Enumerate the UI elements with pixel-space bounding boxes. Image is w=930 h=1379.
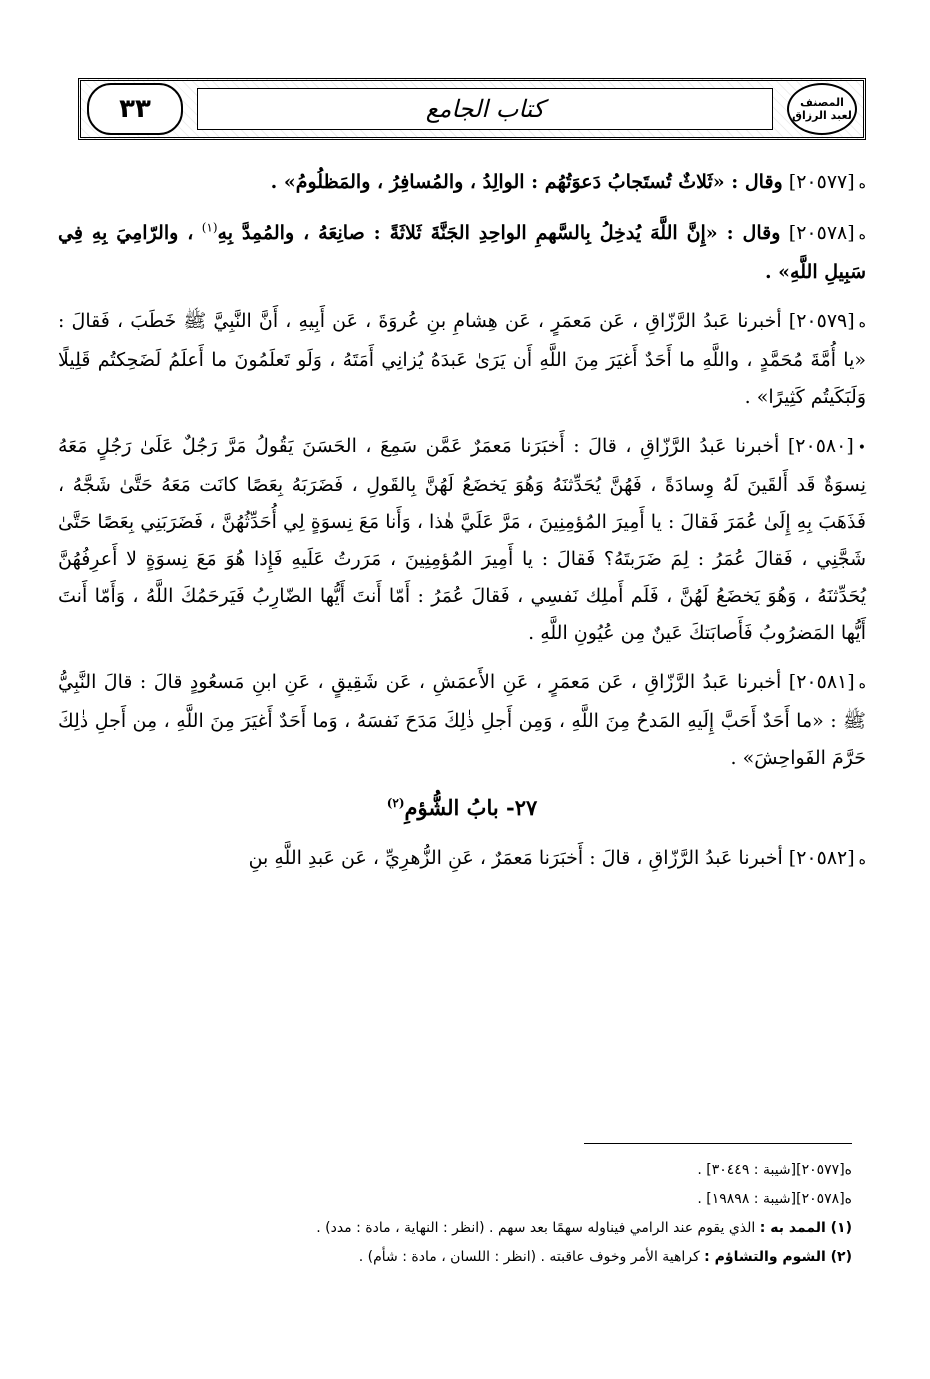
header-title-text: كتاب الجامع xyxy=(425,95,545,123)
entry-marker: ه xyxy=(858,227,866,243)
footnotes xyxy=(72,1156,852,1272)
hadith-entry xyxy=(58,303,866,416)
hadith-number: [٢٠٥٨٠] xyxy=(787,435,854,457)
chapter-heading xyxy=(58,789,866,826)
entry-marker: ه xyxy=(858,852,866,868)
hadith-entry xyxy=(58,840,866,879)
entry-marker: • xyxy=(857,440,867,456)
footnote-key: (١) الممد به : xyxy=(759,1220,852,1236)
hadith-number: [٢٠٥٧٩] xyxy=(788,310,855,332)
hadith-entry xyxy=(58,164,866,203)
footnote xyxy=(72,1243,852,1272)
page-number xyxy=(87,83,183,135)
entry-marker: ه xyxy=(858,676,866,692)
hadith-number: [٢٠٥٨١] xyxy=(788,671,855,693)
book-logo xyxy=(787,83,857,135)
footnote-divider xyxy=(584,1143,852,1144)
source-reference: ه[٢٠٥٧٧][شيبة : ٣٠٤٤٩] . xyxy=(697,1162,852,1178)
footnote-ref[interactable]: (٢) xyxy=(386,796,405,810)
hadith-entry xyxy=(58,215,866,291)
main-text xyxy=(58,164,866,891)
source-reference: ه[٢٠٥٧٨][شيبة : ١٩٨٩٨] . xyxy=(697,1191,852,1207)
page-header xyxy=(78,78,866,140)
footnote-text: كراهية الأمر وخوف عاقبته . (انظر : اللسان ، مادة : شأم) . xyxy=(358,1249,700,1265)
footnote-text: الذي يقوم عند الرامي فيناوله سهمًا بعد سهم . (انظر : النهاية ، مادة : مدد) . xyxy=(316,1220,756,1236)
footnote-ref[interactable]: (١) xyxy=(201,220,218,235)
hadith-text: أخبرنا عَبدُ الرَّزّاقِ ، عَن مَعمَرٍ ، عَن هِشامِ بنِ عُروَةَ ، عَن أَبِيهِ ، أَنَّ النَّبِيَّ ﷺ خَطَبَ ، فَقالَ : «يا أُمَّةَ مُحَمَّدٍ ، واللَّهِ ما أَحَدٌ أَغيَرَ مِنَ اللَّهِ أَن يَرَىٰ عَبدَهُ يُزانِي أَمَتَهُ ، وَلَو تَعلَمُونَ ما أَعلَمُ لَضَحِكتُم قَلِيلًا وَلَبَكَيتُم كَثِيرًا» . xyxy=(58,310,866,408)
page-number-text: ٣٣ xyxy=(119,94,151,124)
hadith-number: [٢٠٥٧٧] xyxy=(788,171,855,193)
hadith-number: [٢٠٥٨٢] xyxy=(788,847,855,869)
book-logo-text: المصنف لعبد الرزاق xyxy=(792,96,852,122)
footnote xyxy=(72,1214,852,1243)
hadith-text: وقال : «ثَلاثٌ تُستَجابُ دَعوَتُهُم : الوالِدُ ، والمُسافِرُ ، والمَظلُومُ» . xyxy=(270,171,783,193)
chapter-title: ٢٧- بابُ الشُّؤمِ xyxy=(404,795,538,820)
hadith-entry xyxy=(58,428,866,652)
hadith-text: وقال : «إِنَّ اللَّهَ يُدخِلُ بِالسَّهمِ الواحِدِ الجَنَّةَ ثَلاثَةً : صانِعَهُ ، والمُمِدَّ بِهِ xyxy=(217,222,781,244)
hadith-number: [٢٠٥٧٨] xyxy=(788,222,855,244)
hadith-text: أخبرنا عَبدُ الرَّزّاقِ ، قالَ : أَخبَرَنا مَعمَرٌ عَمَّن سَمِعَ ، الحَسَنَ يَقُولُ مَرَّ رَجُلٌ عَلَىٰ رَجُلٍ مَعَهُ نِسوَةٌ قَد أَلقَينَ لَهُ وِسادَةً ، فَهُنَّ يُحَدِّثنَهُ وَهُوَ يَخضَعُ لَهُنَّ بِالقَولِ ، فَضَرَبَهُ بِعَصًا كانَت مَعَهُ حَتَّىٰ شَجَّهُ ، فَذَهَبَ بِهِ إِلَىٰ عُمَرَ فَقالَ : يا أَمِيرَ المُؤمِنِينَ ، مَرَّ عَلَيَّ هٰذا ، وَأَنا مَعَ نِسوَةٍ لِي أُحَدِّثُهُنَّ ، فَضَرَبَنِي بِعَصًا حَتَّىٰ شَجَّنِي ، فَقالَ عُمَرُ : لِمَ ضَرَبتَهُ؟ فَقالَ : يا أَمِيرَ المُؤمِنِينَ ، مَرَرتُ عَلَيهِ فَإِذا هُوَ مَعَ نِسوَةٍ لا أَعرِفُهُنَّ يُحَدِّثنَهُ ، وَهُوَ يَخضَعُ لَهُنَّ ، فَلَم أَملِك نَفسِي ، فَقالَ عُمَرُ : أَمّا أَنتَ أَيُّها الضّارِبُ فَيَرحَمُكَ اللَّهُ ، وَأَمّا أَنتَ أَيُّها المَضرُوبُ فَأَصابَتكَ عَينٌ مِن عُيُونِ اللَّهِ . xyxy=(58,435,866,644)
hadith-entry xyxy=(58,664,866,777)
hadith-text: ، والرّامِيَ بِهِ فِي سَبِيلِ اللَّهِ» . xyxy=(58,222,866,283)
entry-marker: ه xyxy=(858,176,866,192)
hadith-text: أخبرنا عَبدُ الرَّزّاقِ ، قالَ : أَخبَرَنا مَعمَرٌ ، عَنِ الزُّهرِيِّ ، عَن عَبدِ اللَّهِ بنِ xyxy=(248,847,783,869)
book-section-title xyxy=(197,88,773,130)
entry-marker: ه xyxy=(858,315,866,331)
hadith-text: أخبرنا عَبدُ الرَّزّاقِ ، عَن مَعمَرٍ ، عَنِ الأَعمَشِ ، عَن شَقِيقٍ ، عَنِ ابنِ مَسعُودٍ قالَ : قالَ النَّبِيُّ ﷺ : «ما أَحَدٌ أَحَبَّ إِلَيهِ المَدحُ مِنَ اللَّهِ ، وَمِن أَجلِ ذٰلِكَ مَدَحَ نَفسَهُ ، وَما أَحَدٌ أَغيَرَ مِنَ اللَّهِ ، مِن أَجلِ ذٰلِكَ حَرَّمَ الفَواحِشَ» . xyxy=(58,671,866,769)
footnote-key: (٢) الشوم والتشاؤم : xyxy=(704,1249,852,1265)
